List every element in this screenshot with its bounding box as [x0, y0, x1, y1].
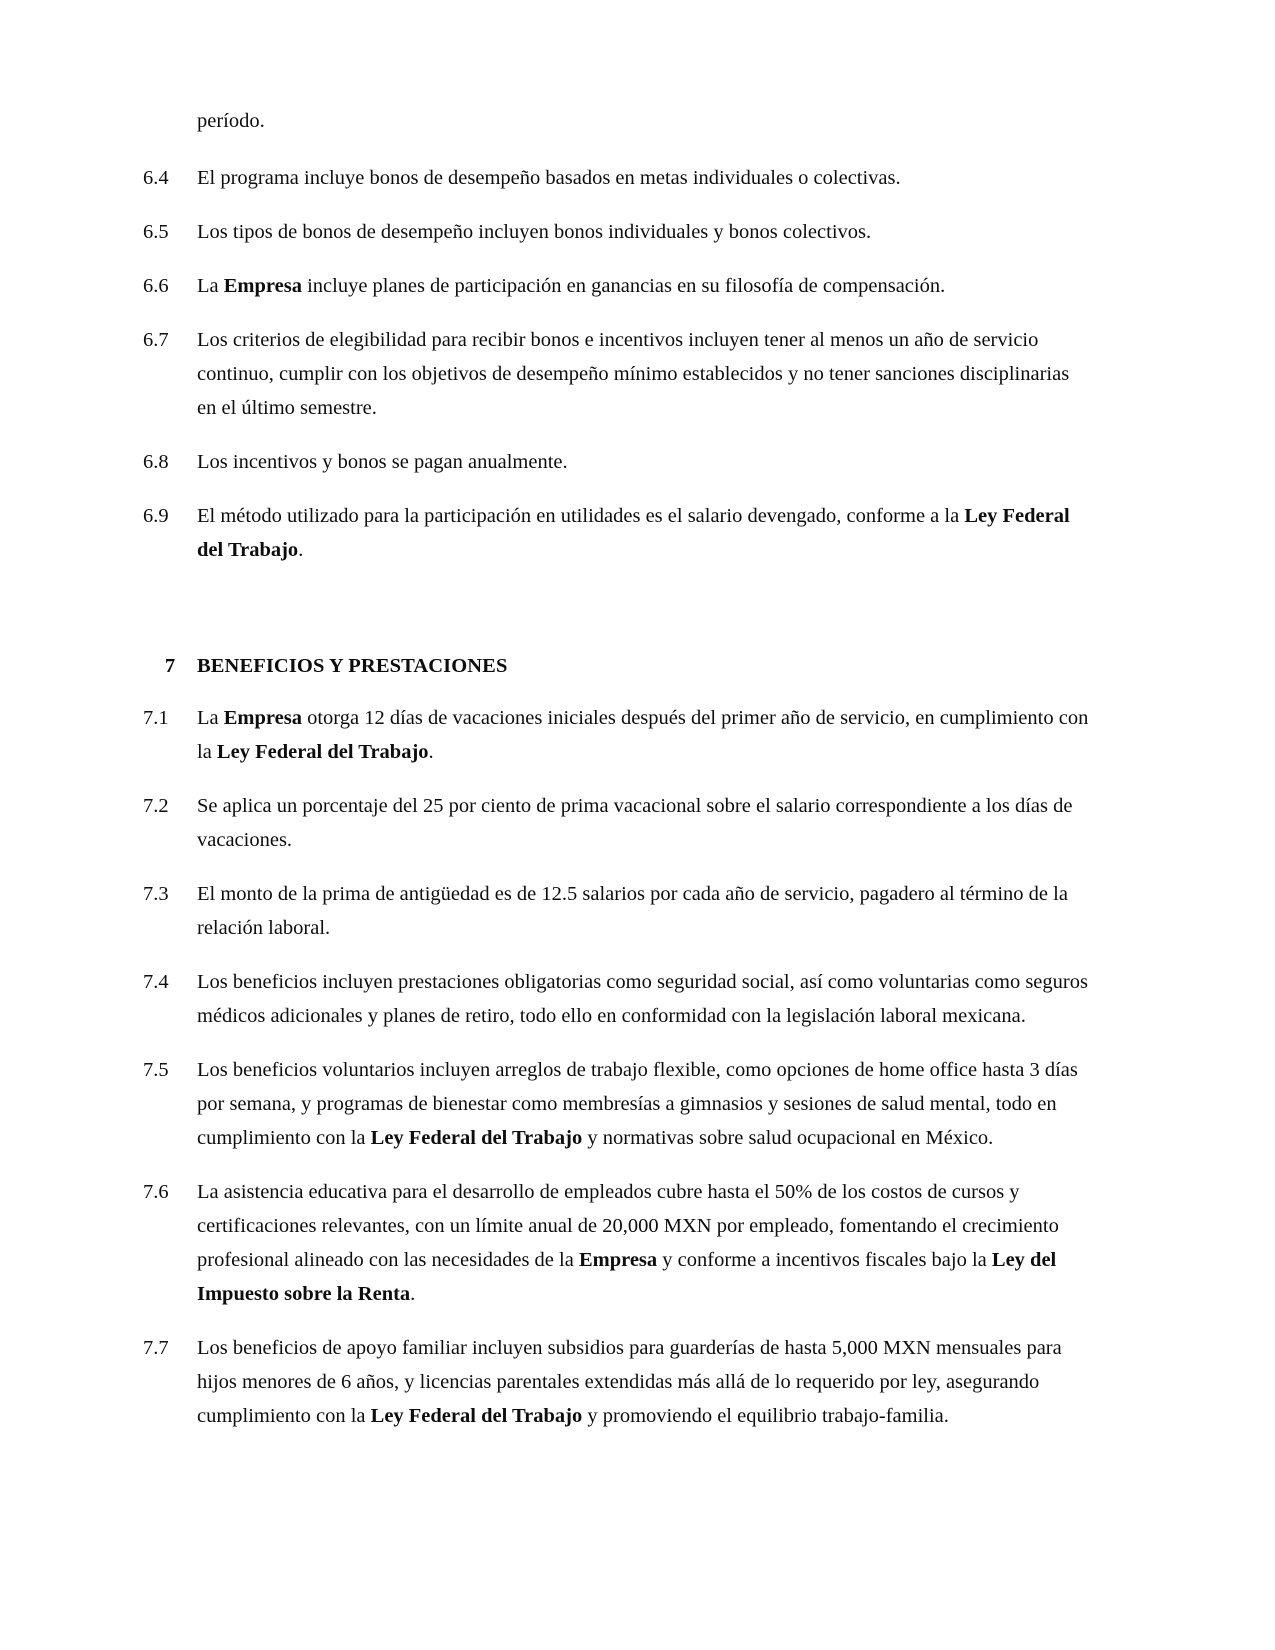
emphasis-term: Empresa	[578, 1249, 658, 1271]
clause-item	[143, 151, 1090, 205]
clause-text	[197, 269, 1090, 303]
clause-number: 7.1	[143, 707, 169, 729]
emphasis-term: Ley Federal del Trabajo	[216, 741, 429, 763]
clause-number: 6.5	[143, 221, 169, 243]
clause-run: .	[428, 741, 434, 763]
clause-item	[143, 779, 1090, 867]
clause-run: El método utilizado para la participación en utilidades es el salario devengado, conforme a la	[197, 505, 965, 527]
clause-item	[143, 259, 1090, 313]
emphasis-term: Ley Federal del Trabajo	[197, 505, 1070, 561]
clause-item	[143, 955, 1090, 1043]
clause-run: y promoviendo el equilibrio trabajo-familia.	[582, 1405, 949, 1427]
continuation-paragraph: período.	[197, 110, 265, 132]
clause-number: 7.4	[143, 971, 169, 993]
clause-run: Los beneficios voluntarios incluyen arreglos de trabajo flexible, como opciones de home office hasta 3 días por semana, y programas de bienestar como membresías a gimnasios y sesiones de salud mental, todo en cumplimiento con la	[197, 1059, 1078, 1149]
clause-number: 6.6	[143, 275, 169, 297]
emphasis-term: Empresa	[223, 707, 302, 729]
clause-item	[143, 489, 1090, 577]
document-body	[143, 104, 1090, 1443]
clause-text	[197, 1175, 1090, 1311]
clause-run: .	[410, 1283, 416, 1305]
clause-list-section-7	[143, 691, 1090, 1443]
clause-run: La	[197, 275, 224, 297]
emphasis-term: Ley del Impuesto sobre la Renta	[197, 1249, 1057, 1305]
clause-run: Los beneficios incluyen prestaciones obligatorias como seguridad social, así como voluntarias como seguros médicos adicionales y planes de retiro, todo ello en conformidad con la legislación laboral mexicana.	[197, 971, 1088, 1027]
clause-run: incluye planes de participación en ganancias en su filosofía de compensación.	[301, 275, 946, 297]
clause-number: 7.6	[143, 1181, 169, 1203]
clause-text	[197, 789, 1090, 857]
emphasis-term: Ley Federal del Trabajo	[370, 1405, 583, 1427]
clause-run: .	[298, 539, 304, 561]
clause-text	[197, 499, 1090, 567]
clause-text	[197, 161, 1090, 195]
clause-text	[197, 1053, 1090, 1155]
clause-text	[197, 877, 1090, 945]
section-spacer	[143, 577, 1090, 641]
clause-item	[143, 435, 1090, 489]
clause-number: 7.5	[143, 1059, 169, 1081]
clause-text	[197, 965, 1090, 1033]
section-number: 7	[164, 655, 176, 677]
section-title: BENEFICIOS Y PRESTACIONES	[197, 655, 508, 677]
clause-item	[143, 1321, 1090, 1443]
clause-run: Los incentivos y bonos se pagan anualmente.	[197, 451, 568, 473]
clause-text	[197, 701, 1090, 769]
clause-item	[143, 867, 1090, 955]
clause-number: 7.7	[143, 1337, 169, 1359]
clause-run: El monto de la prima de antigüedad es de 12.5 salarios por cada año de servicio, pagadero al término de la relación laboral.	[197, 883, 1068, 939]
emphasis-term: Empresa	[223, 275, 302, 297]
clause-text	[197, 323, 1090, 425]
clause-text	[197, 215, 1090, 249]
clause-run: La asistencia educativa para el desarrollo de empleados cubre hasta el 50% de los costos de cursos y certificaciones relevantes, con un límite anual de 20,000 MXN por empleado, fomentando el crecimiento profesional alineado con las necesidades de la	[197, 1181, 1059, 1271]
clause-run: Se aplica un porcentaje del 25 por ciento de prima vacacional sobre el salario correspondiente a los días de vacaciones.	[197, 795, 1073, 851]
clause-text	[197, 445, 1090, 479]
clause-run: Los tipos de bonos de desempeño incluyen bonos individuales y bonos colectivos.	[197, 221, 872, 243]
clause-number: 7.2	[143, 795, 169, 817]
clause-item	[143, 1165, 1090, 1321]
clause-item	[143, 205, 1090, 259]
clause-run: y conforme a incentivos fiscales bajo la	[657, 1249, 992, 1271]
clause-list-section-6	[143, 151, 1090, 577]
clause-run: Los beneficios de apoyo familiar incluyen subsidios para guarderías de hasta 5,000 MXN mensuales para hijos menores de 6 años, y licencias parentales extendidas más allá de lo requerido por ley, asegurando cumplimiento con la	[197, 1337, 1062, 1427]
clause-run: otorga 12 días de vacaciones iniciales después del primer año de servicio, en cumplimiento con la	[197, 707, 1089, 763]
clause-run: Los criterios de elegibilidad para recibir bonos e incentivos incluyen tener al menos un año de servicio continuo, cumplir con los objetivos de desempeño mínimo establecidos y no tener sanciones disciplinarias en el último semestre.	[197, 329, 1070, 419]
clause-number: 6.9	[143, 505, 169, 527]
clause-item	[143, 691, 1090, 779]
clause-text	[197, 1331, 1090, 1433]
clause-item	[143, 313, 1090, 435]
section-heading-7	[143, 641, 1090, 691]
clause-item	[143, 1043, 1090, 1165]
clause-run: El programa incluye bonos de desempeño basados en metas individuales o colectivas.	[197, 167, 901, 189]
clause-number: 6.7	[143, 329, 169, 351]
clause-run: La	[197, 707, 224, 729]
clause-number: 6.4	[143, 167, 169, 189]
clause-run: y normativas sobre salud ocupacional en México.	[582, 1127, 994, 1149]
clause-number: 6.8	[143, 451, 169, 473]
clause-number: 7.3	[143, 883, 169, 905]
emphasis-term: Ley Federal del Trabajo	[370, 1127, 583, 1149]
